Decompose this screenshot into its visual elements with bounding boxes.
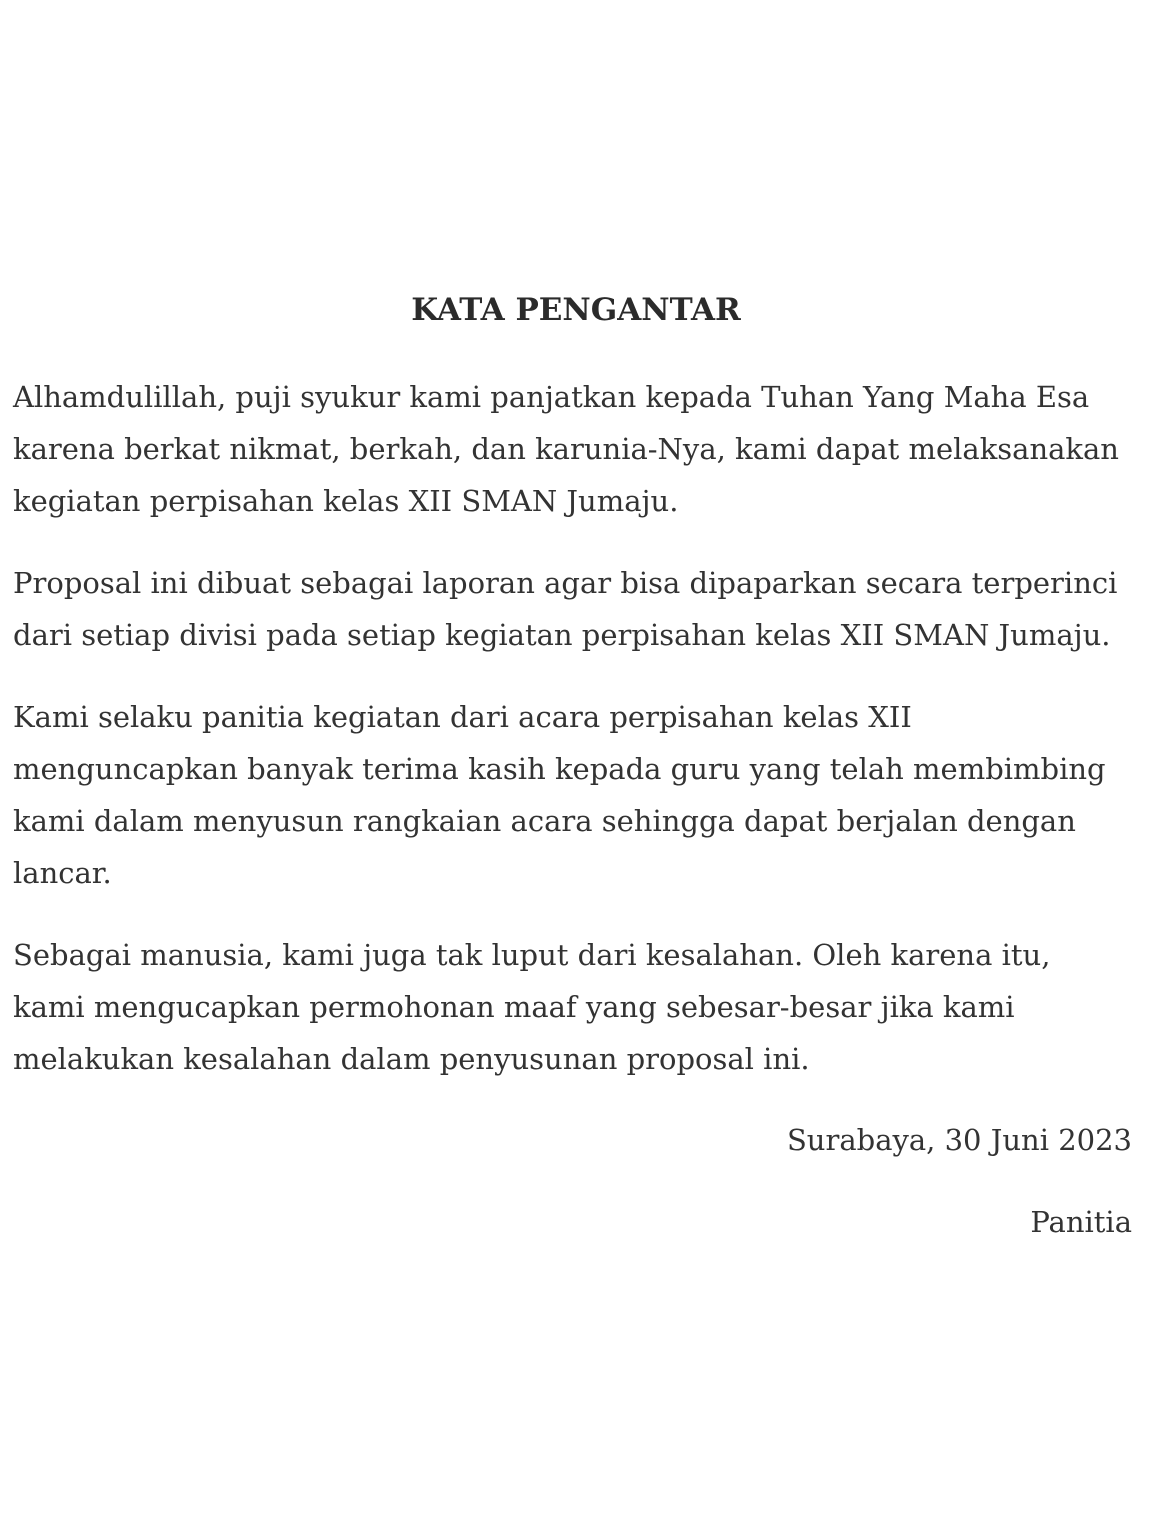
paragraph-3 (13, 691, 1143, 899)
paragraph-2 (13, 557, 1143, 661)
signer-name: Panitia (1030, 1205, 1132, 1239)
paragraph-line: Kami selaku panitia kegiatan dari acara perpisahan kelas XII (13, 700, 912, 734)
paragraph-line: kami mengucapkan permohonan maaf yang sebesar-besar jika kami (13, 990, 1015, 1024)
paragraph-line: lancar. (13, 856, 112, 890)
paragraph-1 (13, 371, 1143, 527)
document-body (13, 371, 1143, 1115)
document-title: KATA PENGANTAR (411, 292, 741, 328)
paragraph-line: kegiatan perpisahan kelas XII SMAN Jumaju. (13, 484, 679, 518)
place-and-date: Surabaya, 30 Juni 2023 (786, 1123, 1132, 1157)
paragraph-4 (13, 929, 1143, 1085)
paragraph-line: melakukan kesalahan dalam penyusunan proposal ini. (13, 1042, 810, 1076)
paragraph-line: menguncapkan banyak terima kasih kepada guru yang telah membimbing (13, 752, 1106, 786)
paragraph-line: kami dalam menyusun rangkaian acara sehingga dapat berjalan dengan (13, 804, 1076, 838)
paragraph-line: Sebagai manusia, kami juga tak luput dari kesalahan. Oleh karena itu, (13, 938, 1051, 972)
paragraph-line: dari setiap divisi pada setiap kegiatan perpisahan kelas XII SMAN Jumaju. (13, 618, 1111, 652)
paragraph-line: Proposal ini dibuat sebagai laporan agar bisa dipaparkan secara terperinci (13, 566, 1118, 600)
paragraph-line: Alhamdulillah, puji syukur kami panjatkan kepada Tuhan Yang Maha Esa (13, 380, 1090, 414)
paragraph-line: karena berkat nikmat, berkah, dan karunia-Nya, kami dapat melaksanakan (13, 432, 1119, 466)
